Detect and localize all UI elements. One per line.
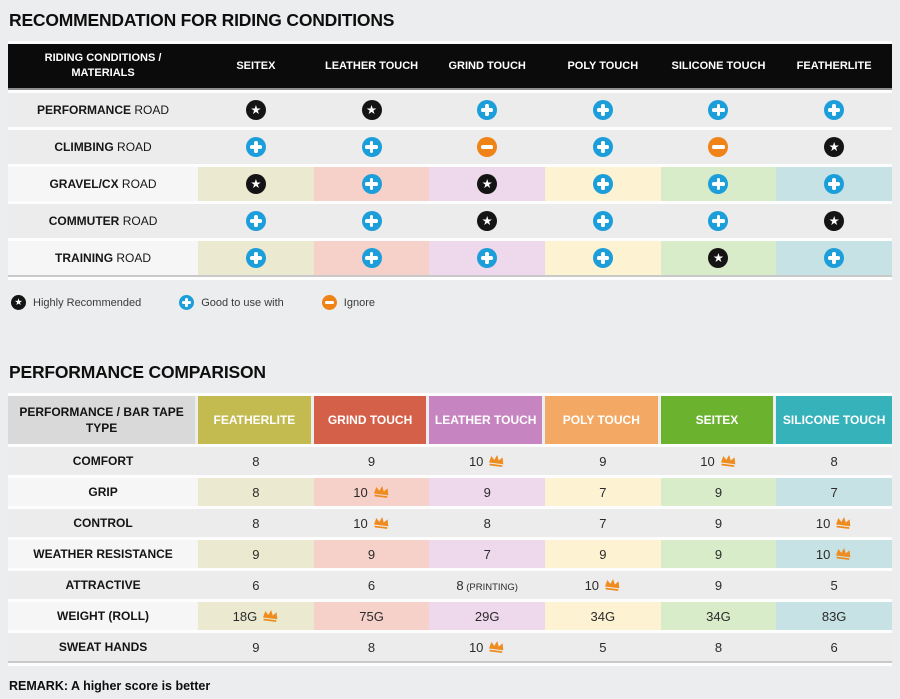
score-value: 10 xyxy=(468,639,484,655)
score-cell xyxy=(429,602,545,630)
score-cell xyxy=(198,540,314,568)
crown-icon xyxy=(488,453,506,468)
score-value: 9 xyxy=(252,546,260,562)
score-cell xyxy=(661,571,777,599)
star-icon xyxy=(246,100,266,120)
score-cell xyxy=(314,478,430,506)
star-icon xyxy=(824,211,844,231)
crown-icon xyxy=(372,484,390,499)
score-cell xyxy=(198,571,314,599)
plus-icon xyxy=(708,100,728,120)
remark-note: REMARK: A higher score is better xyxy=(9,679,211,693)
plus-icon xyxy=(362,174,382,194)
plus-icon xyxy=(362,137,382,157)
star-icon xyxy=(477,211,497,231)
rating-cell xyxy=(776,93,892,127)
rating-cell xyxy=(198,167,314,201)
legend-item xyxy=(322,295,375,310)
column-header-grind-touch: GRIND TOUCH xyxy=(429,44,545,90)
rating-cell xyxy=(314,93,430,127)
score-value: 83G xyxy=(821,608,847,624)
plus-icon xyxy=(179,295,194,310)
plus-icon xyxy=(477,248,497,268)
legend-item xyxy=(11,295,141,310)
rating-cell xyxy=(429,204,545,238)
riding-conditions-header xyxy=(8,44,892,90)
performance-row xyxy=(8,571,892,599)
score-value: 8 xyxy=(252,484,260,500)
score-value: 8 xyxy=(252,515,260,531)
plus-icon xyxy=(593,211,613,231)
plus-icon xyxy=(708,211,728,231)
score-value: 29G xyxy=(474,608,500,624)
score-value: 10 xyxy=(815,546,831,562)
score-value: 5 xyxy=(599,639,607,655)
row-label: CLIMBING ROAD xyxy=(8,130,198,164)
score-value: 10 xyxy=(353,515,368,531)
rating-cell xyxy=(776,241,892,277)
rating-cell xyxy=(314,204,430,238)
score-cell xyxy=(314,447,430,475)
score-value: 34G xyxy=(706,608,731,624)
score-value: 9 xyxy=(367,453,376,469)
plus-icon xyxy=(246,137,266,157)
rating-cell xyxy=(661,167,777,201)
minus-icon xyxy=(708,137,728,157)
plus-icon xyxy=(593,100,613,120)
score-value: 8 xyxy=(830,453,838,469)
score-value: 10 xyxy=(353,484,368,500)
score-cell xyxy=(545,633,661,663)
score-cell xyxy=(661,478,777,506)
column-header-poly-touch: POLY TOUCH xyxy=(545,396,661,444)
score-cell xyxy=(198,509,314,537)
section1-title: RECOMMENDATION FOR RIDING CONDITIONS xyxy=(9,10,395,30)
score-value: 9 xyxy=(483,484,491,500)
rating-cell xyxy=(198,130,314,164)
row-label: PERFORMANCE ROAD xyxy=(8,93,198,127)
score-cell xyxy=(661,602,777,630)
column-header-poly-touch: POLY TOUCH xyxy=(545,44,661,90)
plus-icon xyxy=(362,211,382,231)
score-cell xyxy=(314,633,430,663)
rating-cell xyxy=(429,93,545,127)
score-value: 7 xyxy=(599,484,607,500)
score-cell xyxy=(545,478,661,506)
riding-condition-row xyxy=(8,93,892,127)
score-value: 9 xyxy=(599,453,607,469)
score-cell xyxy=(314,509,430,537)
row-label: WEIGHT (ROLL) xyxy=(8,602,198,630)
crown-icon xyxy=(835,546,853,561)
star-icon xyxy=(477,174,497,194)
score-value: 75G xyxy=(359,608,384,624)
rating-cell xyxy=(314,241,430,277)
column-header-featherlite: FEATHERLITE xyxy=(776,44,892,90)
score-value: 9 xyxy=(599,546,607,562)
score-value: 34G xyxy=(590,608,616,624)
star-icon xyxy=(824,137,844,157)
score-value: 7 xyxy=(830,484,838,500)
performance-row xyxy=(8,633,892,663)
score-cell xyxy=(545,509,661,537)
performance-row xyxy=(8,602,892,630)
score-cell xyxy=(198,633,314,663)
score-cell xyxy=(429,478,545,506)
rating-cell xyxy=(545,130,661,164)
rating-cell xyxy=(198,204,314,238)
plus-icon xyxy=(362,248,382,268)
score-cell xyxy=(776,633,892,663)
score-value: 8 xyxy=(714,639,723,655)
crown-icon xyxy=(835,515,853,530)
row-label: GRAVEL/CX ROAD xyxy=(8,167,198,201)
score-value: 6 xyxy=(830,639,838,655)
score-cell xyxy=(429,509,545,537)
rating-cell xyxy=(661,93,777,127)
rating-cell xyxy=(429,167,545,201)
score-cell xyxy=(429,633,545,663)
score-cell xyxy=(776,540,892,568)
star-icon xyxy=(11,295,26,310)
crown-icon xyxy=(719,453,737,468)
score-value: 10 xyxy=(815,515,831,531)
score-value: 6 xyxy=(252,577,260,593)
riding-condition-row xyxy=(8,204,892,238)
performance-row xyxy=(8,447,892,475)
column-header-leather-touch: LEATHER TOUCH xyxy=(314,44,430,90)
crown-icon xyxy=(603,577,621,592)
score-cell xyxy=(545,540,661,568)
rating-cell xyxy=(545,204,661,238)
score-cell xyxy=(314,540,430,568)
score-cell xyxy=(776,478,892,506)
star-icon xyxy=(362,100,382,120)
column-header-silicone-touch: SILICONE TOUCH xyxy=(661,44,777,90)
plus-icon xyxy=(824,248,844,268)
score-cell xyxy=(545,447,661,475)
legend-item xyxy=(179,295,284,310)
star-icon xyxy=(246,174,266,194)
legend-label: Highly Recommended xyxy=(33,296,142,309)
score-value: 9 xyxy=(714,546,723,562)
score-value: 9 xyxy=(252,639,260,655)
score-value: 9 xyxy=(367,546,376,562)
score-cell xyxy=(198,602,314,630)
score-value: 10 xyxy=(468,453,484,469)
column-header-grind-touch: GRIND TOUCH xyxy=(314,396,430,444)
performance-row xyxy=(8,509,892,537)
plus-icon xyxy=(593,174,613,194)
crown-icon xyxy=(261,608,279,623)
rating-cell xyxy=(314,167,430,201)
score-cell xyxy=(429,571,545,599)
score-cell xyxy=(661,509,777,537)
star-icon xyxy=(708,248,728,268)
minus-icon xyxy=(322,295,337,310)
riding-conditions-table xyxy=(8,41,892,280)
performance-row xyxy=(8,540,892,568)
plus-icon xyxy=(824,174,844,194)
score-value: 9 xyxy=(714,484,723,500)
score-value: 6 xyxy=(367,577,376,593)
legend-label: Good to use with xyxy=(201,296,284,309)
rating-cell xyxy=(429,241,545,277)
plus-icon xyxy=(593,248,613,268)
score-cell xyxy=(776,509,892,537)
row-label: SWEAT HANDS xyxy=(8,633,198,663)
score-cell xyxy=(776,571,892,599)
plus-icon xyxy=(824,100,844,120)
score-cell xyxy=(776,602,892,630)
score-value: 8 xyxy=(483,515,491,531)
score-value: 10 xyxy=(700,453,715,469)
riding-condition-row xyxy=(8,167,892,201)
row-label: ATTRACTIVE xyxy=(8,571,198,599)
rating-cell xyxy=(661,130,777,164)
section2-title: PERFORMANCE COMPARISON xyxy=(9,362,266,382)
score-cell xyxy=(314,602,430,630)
plus-icon xyxy=(246,248,266,268)
score-cell xyxy=(661,633,777,663)
score-suffix: (PRINTING) xyxy=(463,581,518,593)
column-header-leather-touch: LEATHER TOUCH xyxy=(429,396,545,444)
score-value: 10 xyxy=(584,577,600,593)
rating-cell xyxy=(545,93,661,127)
score-cell xyxy=(429,540,545,568)
score-value: 9 xyxy=(714,577,723,593)
score-value: 8 xyxy=(252,453,260,469)
performance-comparison-header xyxy=(8,396,892,444)
score-value: 18G xyxy=(232,608,258,624)
score-cell xyxy=(429,447,545,475)
row-label: COMMUTER ROAD xyxy=(8,204,198,238)
performance-row xyxy=(8,478,892,506)
score-cell xyxy=(314,571,430,599)
score-cell xyxy=(661,540,777,568)
score-cell xyxy=(545,571,661,599)
rating-cell xyxy=(198,93,314,127)
column-header-materials: RIDING CONDITIONS / MATERIALS xyxy=(8,44,198,90)
rating-cell xyxy=(314,130,430,164)
plus-icon xyxy=(593,137,613,157)
column-header-featherlite: FEATHERLITE xyxy=(198,396,314,444)
score-value: 7 xyxy=(599,515,607,531)
rating-cell xyxy=(776,167,892,201)
score-cell xyxy=(198,478,314,506)
row-label: GRIP xyxy=(8,478,198,506)
score-cell xyxy=(198,447,314,475)
score-cell xyxy=(661,447,777,475)
row-label: CONTROL xyxy=(8,509,198,537)
rating-cell xyxy=(429,130,545,164)
legend xyxy=(11,295,892,310)
rating-cell xyxy=(545,241,661,277)
riding-condition-row xyxy=(8,130,892,164)
crown-icon xyxy=(488,639,506,654)
rating-cell xyxy=(545,167,661,201)
column-header-seitex: SEITEX xyxy=(661,396,777,444)
score-value: 7 xyxy=(483,546,491,562)
plus-icon xyxy=(477,100,497,120)
score-cell xyxy=(776,447,892,475)
rating-cell xyxy=(776,130,892,164)
rating-cell xyxy=(198,241,314,277)
column-header-silicone-touch: SILICONE TOUCH xyxy=(776,396,892,444)
column-header-seitex: SEITEX xyxy=(198,44,314,90)
row-label: TRAINING ROAD xyxy=(8,241,198,277)
rating-cell xyxy=(661,241,777,277)
rating-cell xyxy=(661,204,777,238)
riding-condition-row xyxy=(8,241,892,277)
minus-icon xyxy=(477,137,497,157)
crown-icon xyxy=(372,515,390,530)
score-value: 8 xyxy=(367,639,376,655)
row-label: WEATHER RESISTANCE xyxy=(8,540,198,568)
score-value: 9 xyxy=(714,515,723,531)
plus-icon xyxy=(708,174,728,194)
score-value: 5 xyxy=(830,577,838,593)
score-cell xyxy=(545,602,661,630)
rating-cell xyxy=(776,204,892,238)
score-value: 8 xyxy=(456,577,464,593)
column-header-bar-tape-type: PERFORMANCE / BAR TAPE TYPE xyxy=(8,396,198,444)
row-label: COMFORT xyxy=(8,447,198,475)
plus-icon xyxy=(246,211,266,231)
legend-label: Ignore xyxy=(343,296,375,309)
performance-comparison-table xyxy=(8,393,892,666)
